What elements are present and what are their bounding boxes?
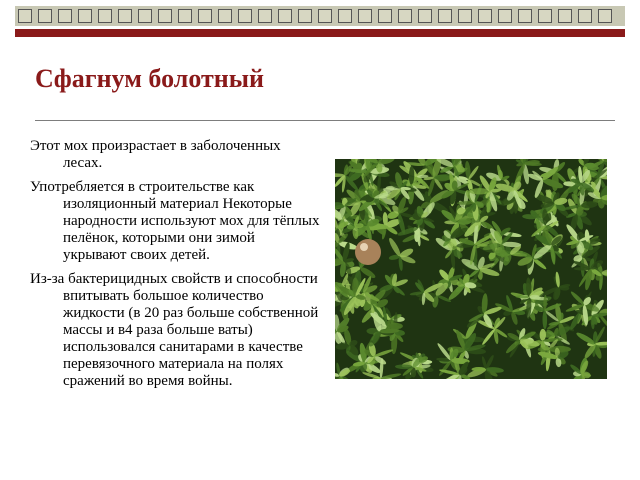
band-red-strip [15,29,625,37]
moss-rosette [387,237,416,271]
decor-square [98,9,112,23]
moss-rosette [466,354,504,379]
decor-square [458,9,472,23]
moss-rosette [569,357,591,379]
decor-square [378,9,392,23]
decor-square [538,9,552,23]
slide-body [30,138,322,397]
decor-square [578,9,592,23]
sphagnum-moss-photo [335,159,607,379]
decor-square [218,9,232,23]
decor-squares [15,6,615,26]
paragraph-medical: Из-за бактерицидных свойств и способности впитывать большое количество жидкости (в 20 раз больше собственной массы и в4 раза больше ваты) использовался санитарами в качестве перевязочного материала на полях сражений во время войны. [30,271,319,389]
decor-square [518,9,532,23]
decor-square [338,9,352,23]
decor-square [298,9,312,23]
decor-square [58,9,72,23]
decor-square [38,9,52,23]
paragraph-growth: Этот мох произрастает в заболоченных лесах. [30,138,281,171]
decor-square [438,9,452,23]
decor-square [398,9,412,23]
decor-square [358,9,372,23]
moss-illustration [335,159,607,379]
decor-square [558,9,572,23]
decor-square [478,9,492,23]
title-divider [35,120,615,121]
decor-square [158,9,172,23]
decor-square [498,9,512,23]
decor-square [418,9,432,23]
decor-square [278,9,292,23]
top-decor-band [15,6,625,36]
moss-rosette [505,327,541,358]
decor-square [318,9,332,23]
moss-capsule-highlight [360,243,368,251]
moss-rosette [575,326,607,360]
decor-square [118,9,132,23]
slide-title: Сфагнум болотный [35,64,265,93]
decor-square [258,9,272,23]
moss-capsule [355,239,381,265]
decor-square [18,9,32,23]
decor-square [598,9,612,23]
decor-square [198,9,212,23]
decor-square [138,9,152,23]
decor-square [238,9,252,23]
decor-square [78,9,92,23]
paragraph-usage: Употребляется в строительстве как изоляционный материал Некоторые народности используют мох для тёплых пелёнок, которыми они зимой укрывают своих детей. [30,179,320,263]
decor-square [178,9,192,23]
moss-rosette [538,272,570,301]
